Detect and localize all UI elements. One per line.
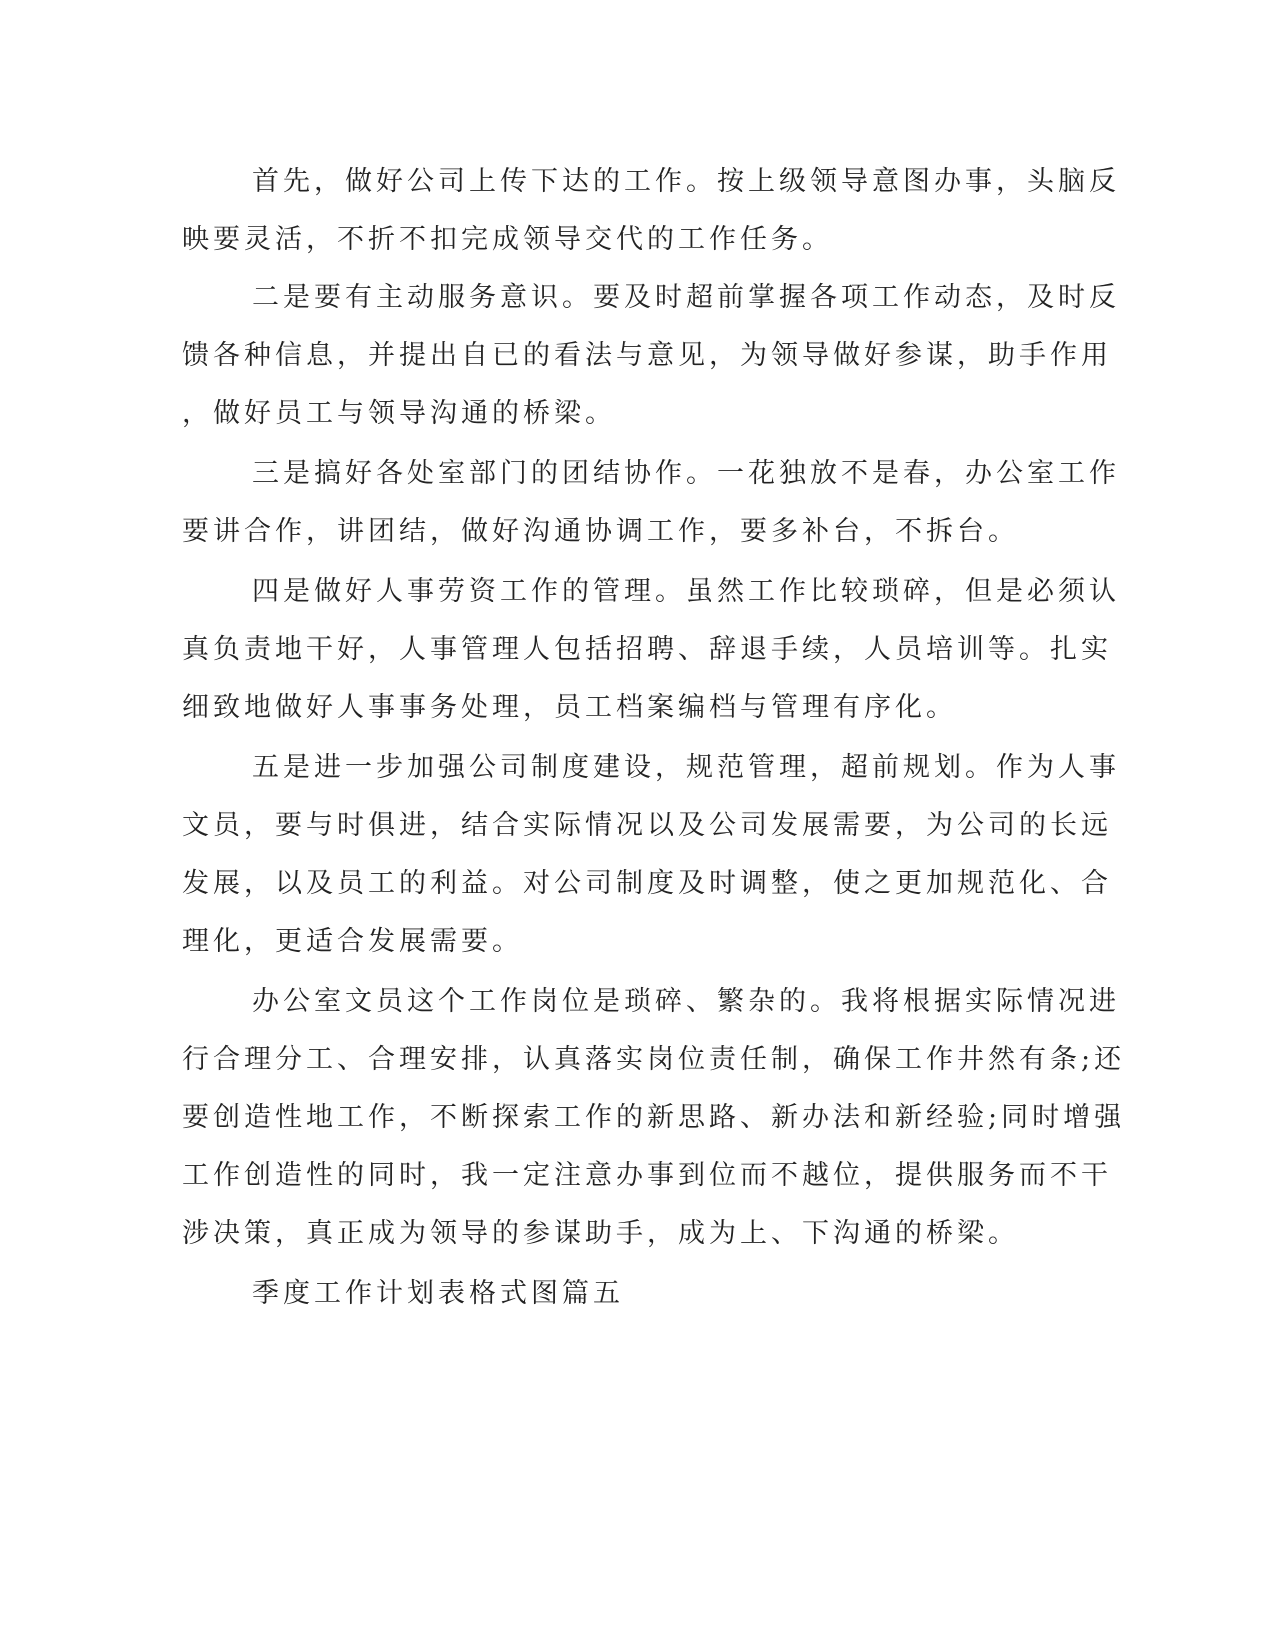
paragraph-6-line-3: 要创造性地工作，不断探索工作的新思路、新办法和新经验;同时增强 bbox=[182, 1102, 1126, 1133]
section-heading: 季度工作计划表格式图篇五 bbox=[252, 1278, 624, 1309]
paragraph-2-line-1: 二是要有主动服务意识。要及时超前掌握各项工作动态，及时反 bbox=[252, 282, 1120, 313]
paragraph-5-line-2: 文员，要与时俱进，结合实际情况以及公司发展需要，为公司的长远 bbox=[182, 810, 1112, 841]
paragraph-1-line-1: 首先，做好公司上传下达的工作。按上级领导意图办事，头脑反 bbox=[252, 166, 1120, 197]
paragraph-4-line-1: 四是做好人事劳资工作的管理。虽然工作比较琐碎，但是必须认 bbox=[252, 576, 1120, 607]
paragraph-2-line-2: 馈各种信息，并提出自已的看法与意见，为领导做好参谋，助手作用 bbox=[182, 340, 1112, 371]
paragraph-5-line-3: 发展，以及员工的利益。对公司制度及时调整，使之更加规范化、合 bbox=[182, 868, 1112, 899]
paragraph-5-line-1: 五是进一步加强公司制度建设，规范管理，超前规划。作为人事 bbox=[252, 752, 1120, 783]
paragraph-4-line-2: 真负责地干好，人事管理人包括招聘、辞退手续，人员培训等。扎实 bbox=[182, 634, 1112, 665]
paragraph-5-line-4: 理化，更适合发展需要。 bbox=[182, 926, 523, 957]
paragraph-6-line-5: 涉决策，真正成为领导的参谋助手，成为上、下沟通的桥梁。 bbox=[182, 1218, 1019, 1249]
paragraph-6-line-1: 办公室文员这个工作岗位是琐碎、繁杂的。我将根据实际情况进 bbox=[252, 986, 1120, 1017]
paragraph-6-line-2: 行合理分工、合理安排，认真落实岗位责任制，确保工作井然有条;还 bbox=[182, 1044, 1126, 1075]
paragraph-1-line-2: 映要灵活，不折不扣完成领导交代的工作任务。 bbox=[182, 224, 833, 255]
paragraph-2-line-3: ，做好员工与领导沟通的桥梁。 bbox=[182, 398, 616, 429]
paragraph-3-line-2: 要讲合作，讲团结，做好沟通协调工作，要多补台，不拆台。 bbox=[182, 516, 1019, 547]
paragraph-4-line-3: 细致地做好人事事务处理，员工档案编档与管理有序化。 bbox=[182, 692, 957, 723]
paragraph-6-line-4: 工作创造性的同时，我一定注意办事到位而不越位，提供服务而不干 bbox=[182, 1160, 1112, 1191]
paragraph-3-line-1: 三是搞好各处室部门的团结协作。一花独放不是春，办公室工作 bbox=[252, 458, 1120, 489]
